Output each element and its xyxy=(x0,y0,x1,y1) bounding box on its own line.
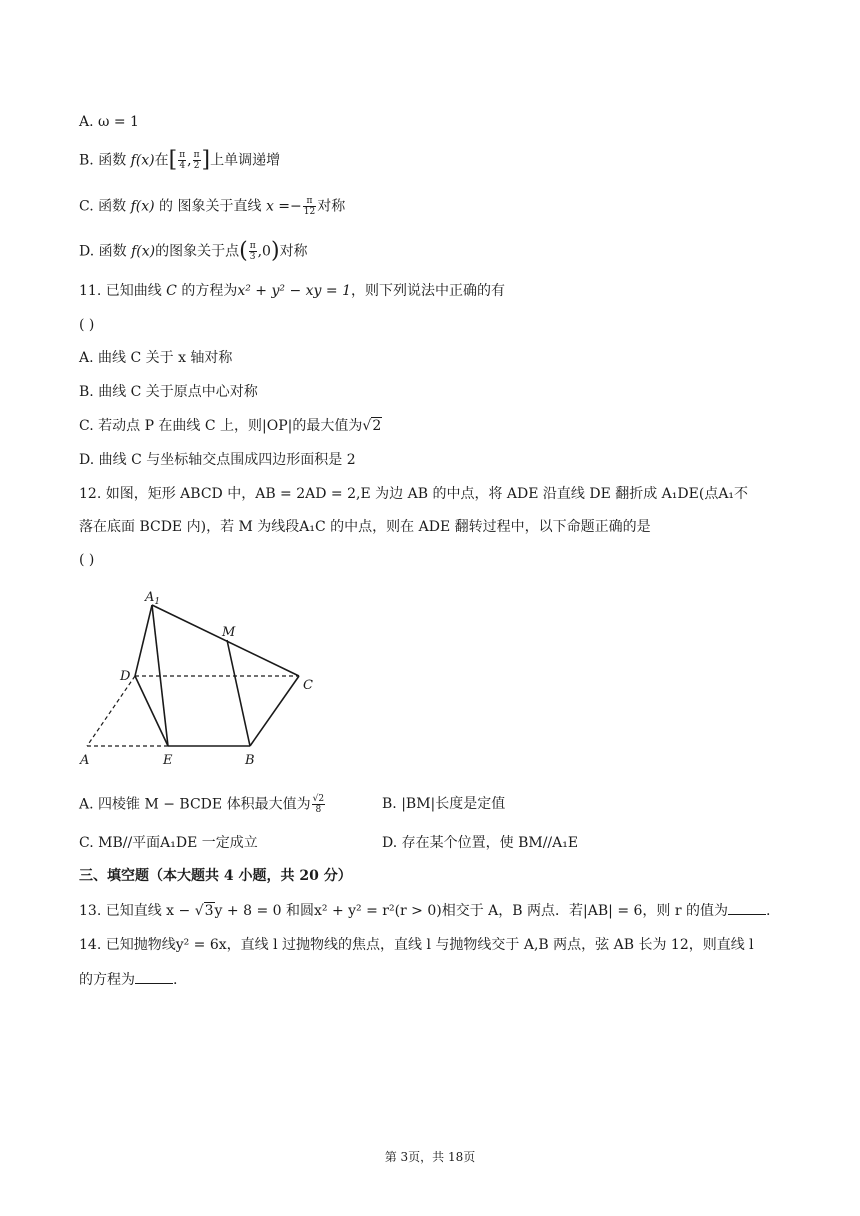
q12-a-frac: $\frac{√2}{8}$ xyxy=(312,794,325,815)
q10-d-mid: 的图象关于点 xyxy=(155,243,240,260)
q11-c-sqrt: √2 xyxy=(362,418,382,434)
q14-line2 xyxy=(79,969,177,990)
q11-stem-c: C xyxy=(166,283,177,299)
q12-option-c: C. MB//平面A₁DE 一定成立 xyxy=(79,835,258,851)
edge-d-a-dashed xyxy=(87,676,135,746)
q12-stem-line2: 落在底面 BCDE 内)，若 M 为线段A₁C 的中点，则在 ADE 翻转过程中，以下命题正确的是 xyxy=(79,519,651,535)
q14-line2-text: 的方程为 xyxy=(79,972,135,988)
edge-a1-d xyxy=(135,605,152,676)
q10-c-prefix: C. 函数 xyxy=(79,198,131,215)
q11-paren: ( ) xyxy=(79,317,95,333)
q11-stem-suffix: ，则下列说法中正确的有 xyxy=(350,283,505,299)
q14-end: . xyxy=(173,972,178,988)
label-e: E xyxy=(163,753,173,768)
q12-paren: ( ) xyxy=(79,552,95,568)
q12-stem-line1: 12. 如图，矩形 ABCD 中，AB = 2AD = 2,E 为边 AB 的中点，将 ADE 沿直线 DE 翻折成 A₁DE(点A₁不 xyxy=(79,486,749,502)
q13-blank[interactable] xyxy=(728,900,766,915)
q10-c-eq: =− xyxy=(273,198,302,215)
q10-b-prefix: B. 函数 xyxy=(79,152,131,169)
q13-prefix: 13. 已知直线 x − xyxy=(79,903,195,919)
q12-option-b: B. |BM|长度是定值 xyxy=(382,796,506,812)
q10-c-fx: f(x) xyxy=(130,198,155,215)
q10-option-d: D. 函数 f(x)的图象关于点( $\frac{\pi}{3}$ ,0)对称 xyxy=(79,238,308,264)
q10-c-suffix: 对称 xyxy=(317,198,346,215)
q11-stem-eq: x² + y² − xy = 1 xyxy=(237,283,351,299)
q10-d-suffix: 对称 xyxy=(279,243,308,260)
q11-option-a: A. 曲线 C 关于 x 轴对称 xyxy=(79,350,233,366)
q10-d-fx: f(x) xyxy=(131,243,156,260)
label-d: D xyxy=(120,669,131,684)
edge-b-c xyxy=(250,676,299,746)
q12-figure xyxy=(70,585,330,770)
q11-stem-mid: 的方程为 xyxy=(176,283,238,299)
q10-b-frac-right: $\frac{\pi}{2}$ xyxy=(193,150,200,171)
q10-c-mid: 的 图象关于直线 xyxy=(154,198,266,215)
q10-b-in: 在 xyxy=(154,152,169,169)
q13-end: . xyxy=(766,903,771,919)
label-a: A xyxy=(80,753,90,768)
edge-a1-c xyxy=(152,605,299,676)
q10-c-x: x xyxy=(265,198,274,215)
edge-m-b xyxy=(227,640,250,746)
label-a1: $A_1$ xyxy=(145,590,161,607)
page-footer: 第 3页，共 18页 xyxy=(384,1150,476,1164)
q10-b-suffix: 上单调递增 xyxy=(210,152,281,169)
q10-d-prefix: D. 函数 xyxy=(79,243,132,260)
edge-d-e xyxy=(135,676,168,746)
label-m: M xyxy=(222,625,236,640)
label-c: C xyxy=(303,678,313,693)
q11-option-b: B. 曲线 C 关于原点中心对称 xyxy=(79,384,258,400)
q11-option-c xyxy=(79,416,382,436)
q12-a-prefix: A. 四棱锥 M − BCDE 体积最大值为 xyxy=(79,796,311,813)
q14-blank[interactable] xyxy=(135,969,173,984)
label-b: B xyxy=(245,753,255,768)
q11-c-prefix: C. 若动点 P 在曲线 C 上，则|OP|的最大值为 xyxy=(79,418,363,434)
q11-stem xyxy=(79,281,505,301)
q10-d-frac: $\frac{\pi}{3}$ xyxy=(249,241,256,262)
q13-suffix: y + 8 = 0 和圆x² + y² = r²(r > 0)相交于 A，B 两点．若|AB| = 6，则 r 的值为 xyxy=(214,903,728,919)
q14-line1: 14. 已知抛物线y² = 6x，直线 l 过抛物线的焦点，直线 l 与抛物线交于 A,B 两点，弦 AB 长为 12，则直线 l xyxy=(79,937,754,953)
q11-stem-prefix: 11. 已知曲线 xyxy=(79,283,167,299)
q12-option-a xyxy=(79,794,326,815)
q10-d-zero: ,0 xyxy=(257,243,271,260)
q10-option-c xyxy=(79,196,345,217)
q13-sqrt: √3 xyxy=(194,903,214,919)
q12-option-d: D. 存在某个位置，使 BM//A₁E xyxy=(382,835,579,851)
q10-b-frac-left: $\frac{\pi}{4}$ xyxy=(179,150,186,171)
q10-c-frac: $\frac{\pi}{12}$ xyxy=(303,196,316,217)
section-3-heading: 三、填空题（本大题共 4 小题，共 20 分） xyxy=(79,868,352,884)
q11-option-d: D. 曲线 C 与坐标轴交点围成四边形面积是 2 xyxy=(79,452,356,468)
q10-b-fx: f(x) xyxy=(130,152,155,169)
q10-option-b: B. 函数 f(x)在[ $\frac{\pi}{4}$ , $\frac{\pi}{2}$ ]上单调递增 xyxy=(79,147,281,173)
q13 xyxy=(79,900,770,921)
q10-option-a: A. ω = 1 xyxy=(79,114,139,130)
